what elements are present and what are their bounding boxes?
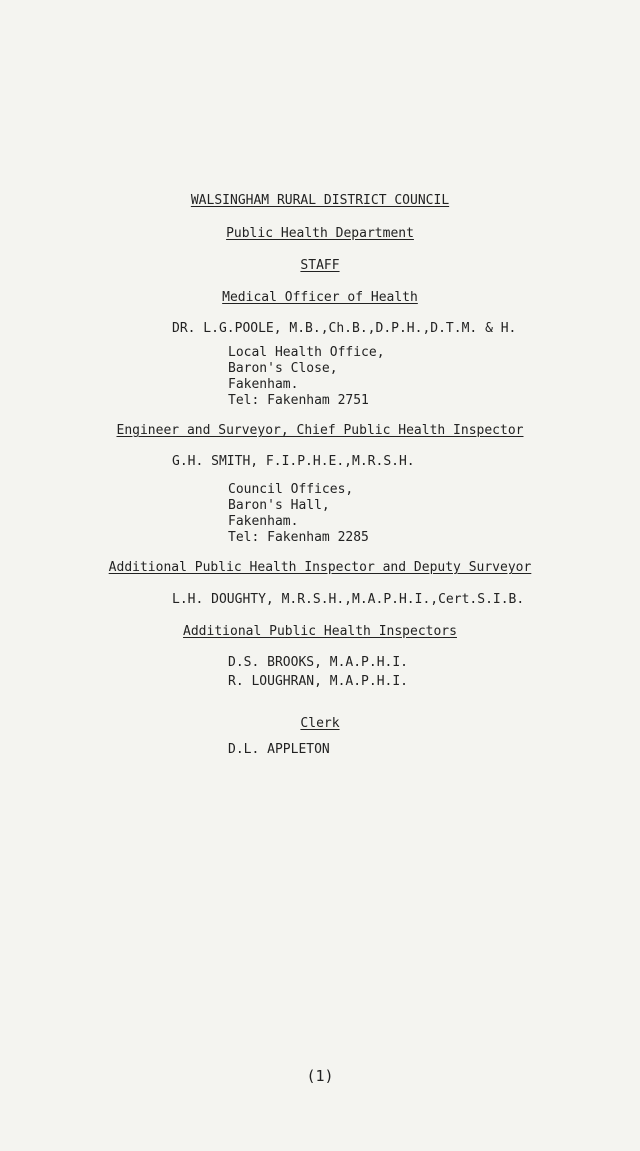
deputy-title: Additional Public Health Inspector and Deputy Surveyor: [108, 560, 532, 575]
clerk-name: D.L. APPLETON: [228, 742, 330, 757]
inspectors-title: Additional Public Health Inspectors: [183, 624, 457, 639]
moh-name: DR. L.G.POOLE, M.B.,Ch.B.,D.P.H.,D.T.M. & H.: [172, 321, 517, 336]
deputy-name: L.H. DOUGHTY, M.R.S.H.,M.A.P.H.I.,Cert.S.I.B.: [172, 592, 525, 607]
engineer-address-line: Baron's Hall,: [228, 498, 330, 513]
moh-address-line: Local Health Office,: [228, 345, 385, 360]
moh-address-line: Fakenham.: [228, 377, 299, 392]
moh-title: Medical Officer of Health: [222, 290, 418, 305]
moh-address: [228, 345, 385, 409]
engineer-name: G.H. SMITH, F.I.P.H.E.,M.R.S.H.: [172, 454, 415, 469]
department-title: Public Health Department: [226, 226, 414, 241]
engineer-address: [228, 482, 369, 546]
council-title: WALSINGHAM RURAL DISTRICT COUNCIL: [190, 193, 450, 208]
moh-address-line: Baron's Close,: [228, 361, 338, 376]
engineer-address-line: Tel: Fakenham 2285: [228, 530, 369, 545]
engineer-address-line: Fakenham.: [228, 514, 299, 529]
page-number: (1): [306, 1067, 334, 1085]
clerk-title: Clerk: [300, 716, 340, 731]
staff-heading: STAFF: [300, 258, 340, 273]
engineer-title: Engineer and Surveyor, Chief Public Health Inspector: [116, 423, 524, 438]
engineer-address-line: Council Offices,: [228, 482, 354, 497]
inspector-name: D.S. BROOKS, M.A.P.H.I.: [228, 655, 409, 670]
inspector-name: R. LOUGHRAN, M.A.P.H.I.: [228, 674, 409, 689]
moh-address-line: Tel: Fakenham 2751: [228, 393, 369, 408]
